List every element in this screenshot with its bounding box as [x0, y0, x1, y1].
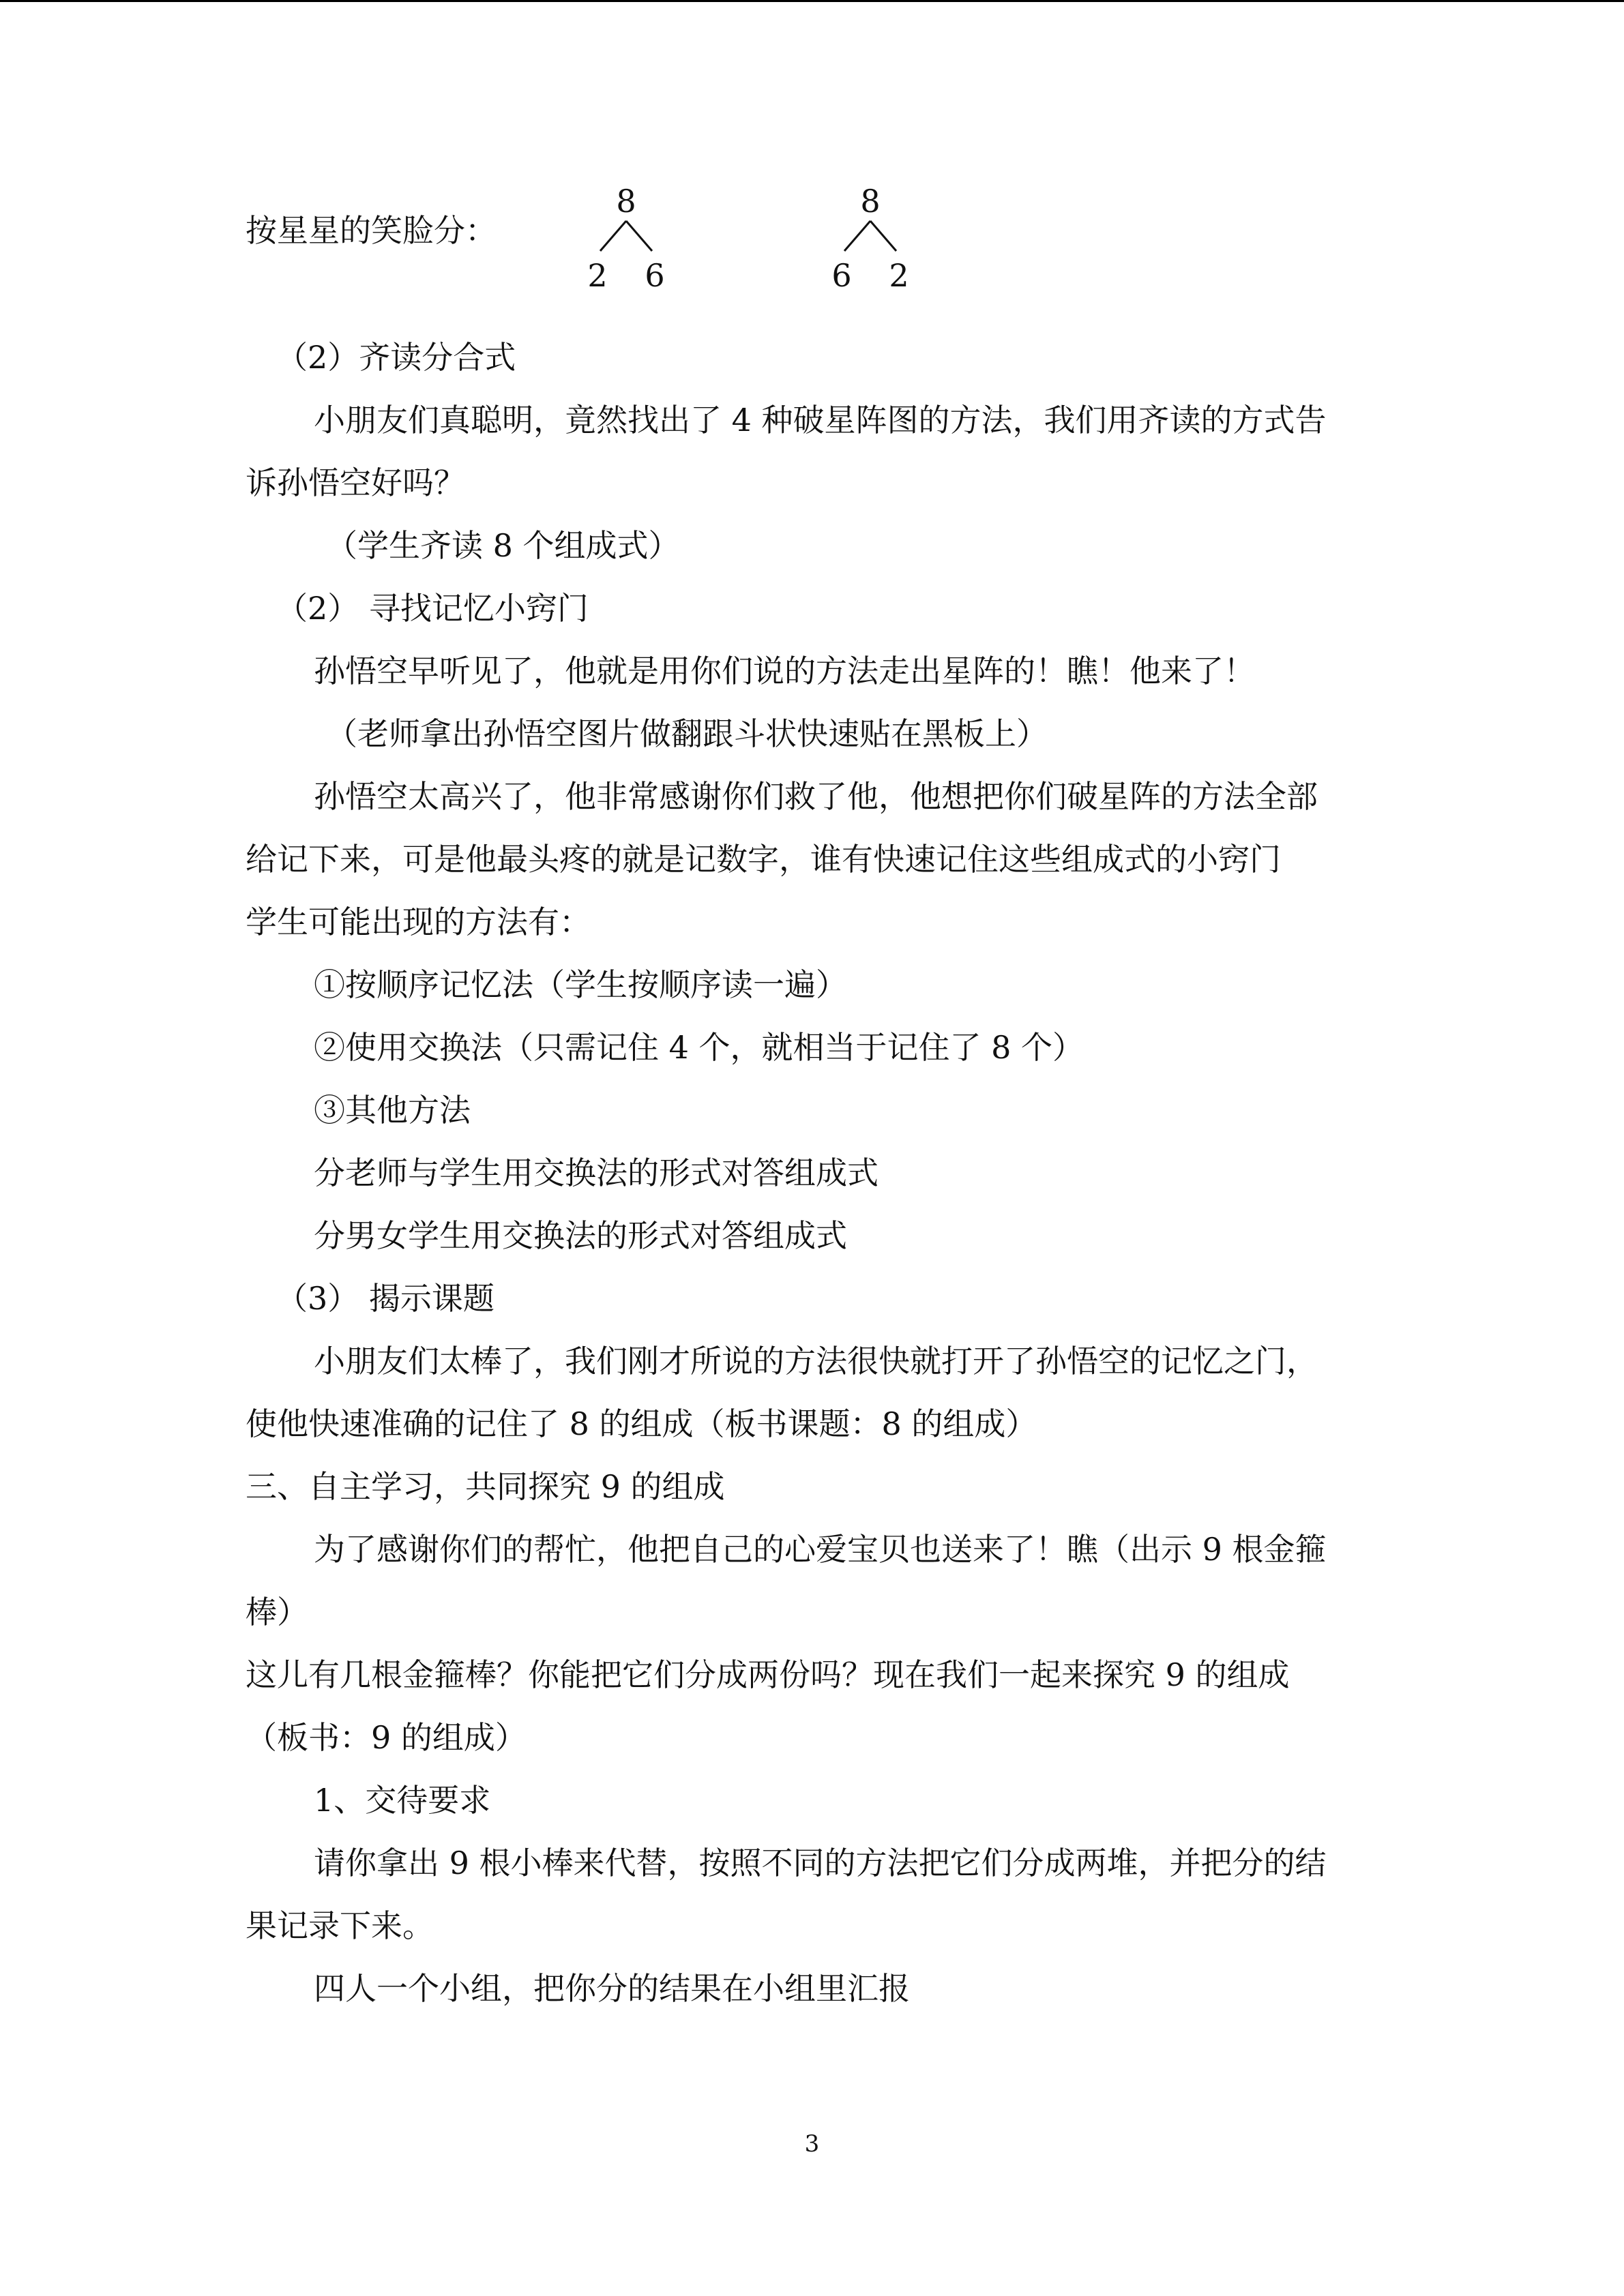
tree-branch-lines	[599, 220, 653, 254]
page-top-border	[0, 0, 1624, 2]
paragraph-line: 小朋友们太棒了，我们刚才所说的方法很快就打开了孙悟空的记忆之门，	[314, 1343, 1318, 1380]
paragraph-line: 为了感谢你们的帮忙，他把自己的心爱宝贝也送来了！瞧（出示 9 根金箍	[314, 1531, 1327, 1568]
paragraph-line: 使他快速准确的记住了 8 的组成（板书课题：8 的组成）	[246, 1405, 1037, 1442]
paragraph-line: 小朋友们真聪明，竟然找出了 4 种破星阵图的方法，我们用齐读的方式告	[314, 402, 1327, 438]
paragraph-line: 诉孙悟空好吗？	[246, 464, 465, 501]
page-number: 3	[804, 2130, 820, 2158]
paragraph-line: 请你拿出 9 根小棒来代替，按照不同的方法把它们分成两堆，并把分的结	[314, 1845, 1327, 1881]
tree-left-number: 2	[587, 257, 608, 294]
tree-right-number: 2	[889, 257, 909, 294]
list-item: ③其他方法	[314, 1092, 471, 1129]
section-heading: 三、自主学习，共同探究 9 的组成	[246, 1468, 725, 1505]
paragraph-line: 孙悟空早听见了，他就是用你们说的方法走出星阵的！瞧！他来了！	[314, 653, 1255, 689]
tree-left-number: 6	[831, 257, 852, 294]
paragraph-line: 孙悟空太高兴了，他非常感谢你们救了他，他想把你们破星阵的方法全部	[314, 778, 1318, 815]
tree-top-number: 8	[616, 183, 636, 220]
paragraph-line: 分老师与学生用交换法的形式对答组成式	[314, 1154, 879, 1191]
subheading-reveal-topic: （3） 揭示课题	[276, 1280, 494, 1317]
paragraph-line: 果记录下来。	[246, 1907, 434, 1944]
tree-top-number: 8	[860, 183, 881, 220]
paragraph-line: 学生可能出现的方法有：	[246, 904, 591, 940]
tree-right-number: 6	[645, 257, 665, 294]
paragraph-line: （板书：9 的组成）	[246, 1719, 527, 1756]
paragraph-line: 分男女学生用交换法的形式对答组成式	[314, 1217, 847, 1254]
split-label: 按星星的笑脸分：	[246, 212, 497, 249]
paragraph-line: 这儿有几根金箍棒？你能把它们分成两份吗？现在我们一起来探究 9 的组成	[246, 1656, 1290, 1693]
number-bond-tree-2	[816, 183, 925, 299]
paragraph-line: （老师拿出孙悟空图片做翻跟斗状快速贴在黑板上）	[326, 715, 1048, 752]
paragraph-line: （学生齐读 8 个组成式）	[326, 527, 680, 564]
subheading-memory-tips: （2） 寻找记忆小窍门	[276, 590, 589, 627]
subheading-requirements: 1、交待要求	[314, 1782, 491, 1819]
number-bond-tree-1	[572, 183, 681, 299]
list-item: ①按顺序记忆法（学生按顺序读一遍）	[314, 966, 847, 1003]
tree-branch-lines	[843, 220, 898, 254]
paragraph-line: 棒）	[246, 1594, 308, 1630]
subheading-read-together: （2）齐读分合式	[276, 339, 516, 376]
paragraph-line: 给记下来，可是他最头疼的就是记数字，谁有快速记住这些组成式的小窍门	[246, 841, 1281, 878]
paragraph-line: 四人一个小组，把你分的结果在小组里汇报	[314, 1970, 910, 2007]
list-item: ②使用交换法（只需记住 4 个，就相当于记住了 8 个）	[314, 1029, 1084, 1066]
